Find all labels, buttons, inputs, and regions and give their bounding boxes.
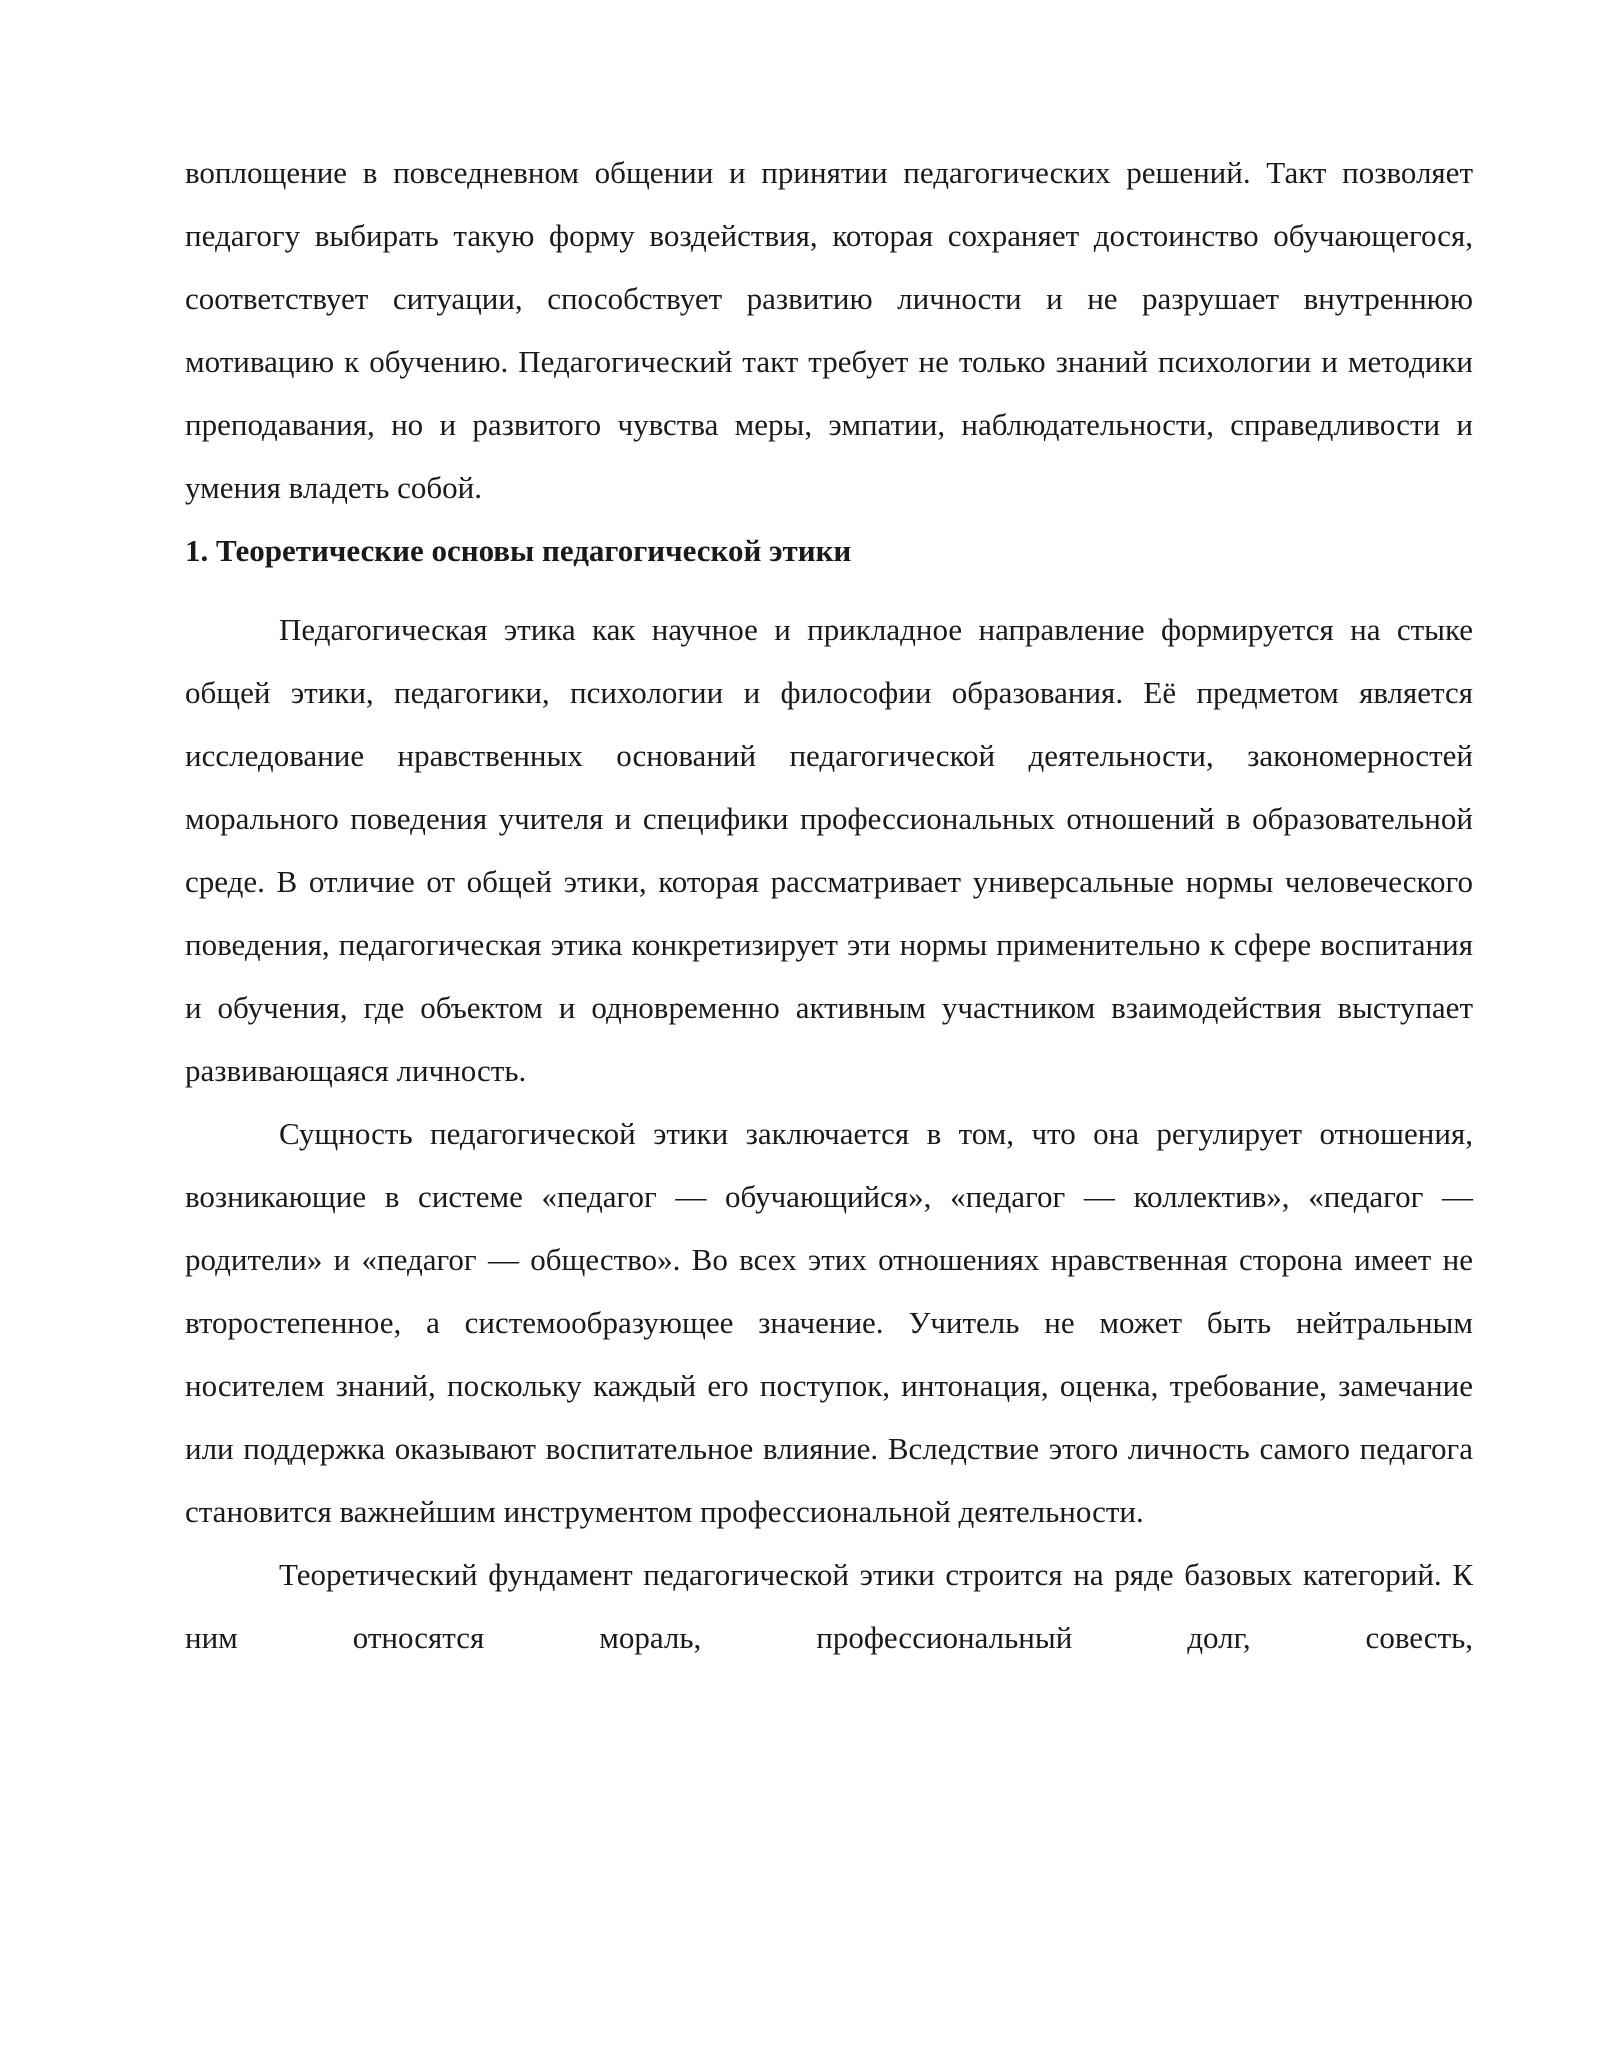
heading-spacer [185,582,1473,598]
document-body [185,141,1473,1669]
body-paragraph-3: Теоретический фундамент педагогической этики строится на ряде базовых категорий. К ним относятся мораль, профессиональный долг, совесть, [185,1557,1473,1655]
body-paragraph-1: Педагогическая этика как научное и прикладное направление формируется на стыке общей этики, педагогики, психологии и философии образования. Её предметом является исследование нравственных оснований педагогической деятельности, закономерностей морального поведения учителя и специфики профессиональных отношений в образовательной среде. В отличие от общей этики, которая рассматривает универсальные нормы человеческого поведения, педагогическая этика конкретизирует эти нормы применительно к сфере воспитания и обучения, где объектом и одновременно активным участником взаимодействия выступает развивающаяся личность. [185,612,1473,1088]
continuation-paragraph: воплощение в повседневном общении и принятии педагогических решений. Такт позволяет педагогу выбирать такую форму воздействия, которая сохраняет достоинство обучающегося, соответствует ситуации, способствует развитию личности и не разрушает внутреннюю мотивацию к обучению. Педагогический такт требует не только знаний психологии и методики преподавания, но и развитого чувства меры, эмпатии, наблюдательности, справедливости и умения владеть собой. [185,155,1473,505]
section-heading: 1. Теоретические основы педагогической этики [185,533,852,568]
body-paragraph-2: Сущность педагогической этики заключается в том, что она регулирует отношения, возникающие в системе «педагог — обучающийся», «педагог — коллектив», «педагог — родители» и «педагог — общество». Во всех этих отношениях нравственная сторона имеет не второстепенное, а системообразующее значение. Учитель не может быть нейтральным носителем знаний, поскольку каждый его поступок, интонация, оценка, требование, замечание или поддержка оказывают воспитательное влияние. Вследствие этого личность самого педагога становится важнейшим инструментом профессиональной деятельности. [185,1116,1473,1529]
